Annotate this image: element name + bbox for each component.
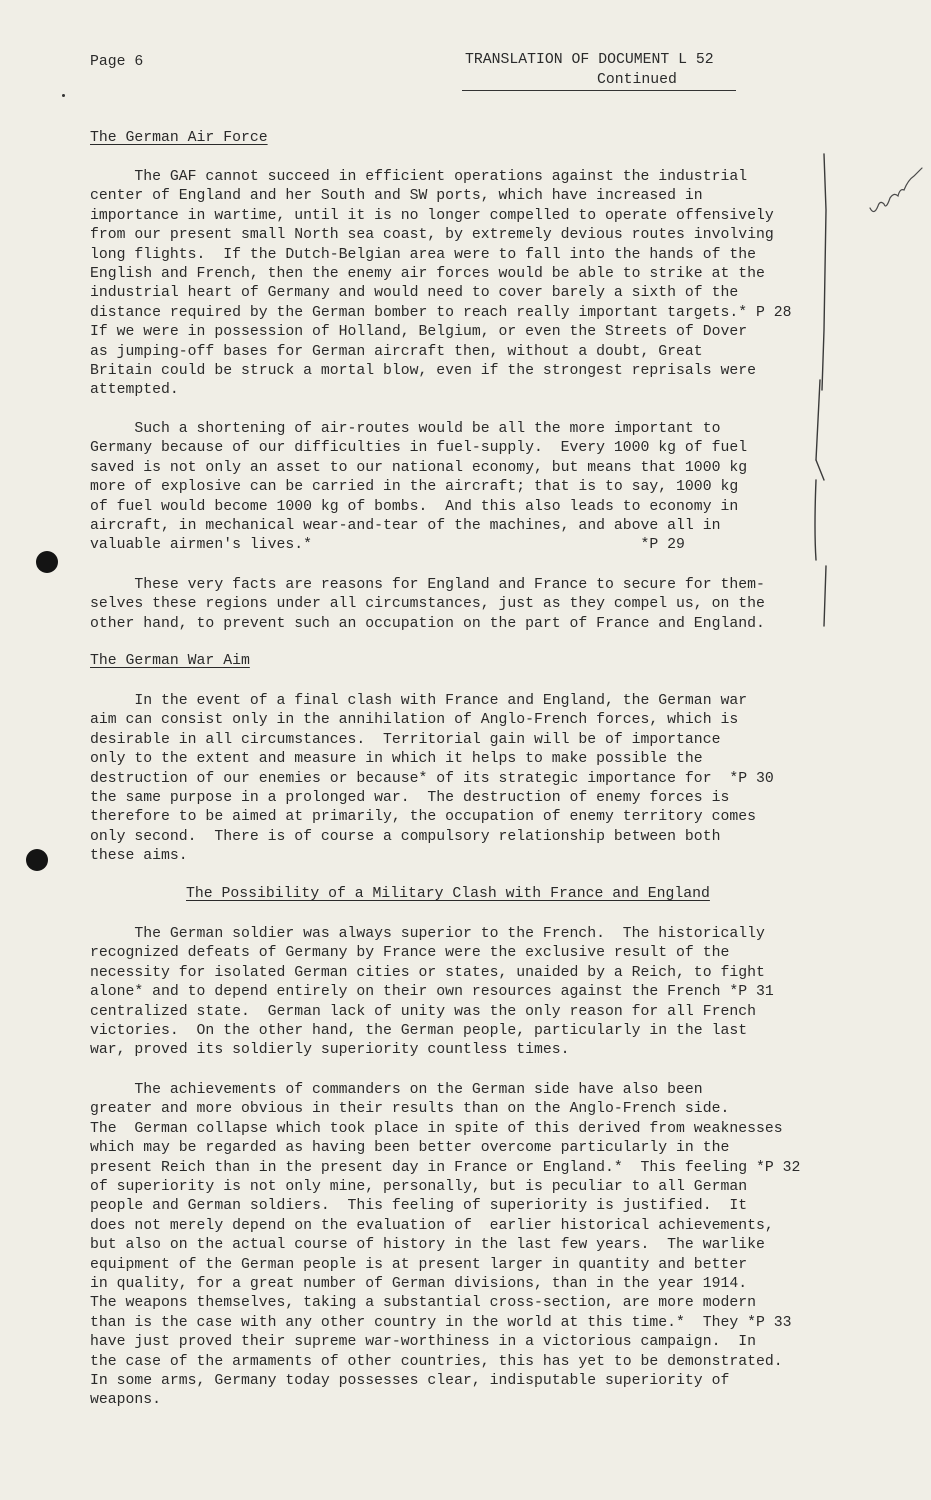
text-line: saved is not only an asset to our national economy, but means that 1000 kg xyxy=(90,459,748,476)
section-heading-air-force: The German Air Force xyxy=(90,130,268,146)
text-line: war, proved its soldierly superiority countless times. xyxy=(90,1042,570,1059)
text-line: Britain could be struck a mortal blow, even if the strongest reprisals were xyxy=(90,363,756,379)
text-line: greater and more obvious in their results than on the Anglo-French side. xyxy=(90,1101,730,1118)
text-line: distance required by the German bomber to reach really important targets.* P 28 xyxy=(90,304,792,321)
text-line: attempted. xyxy=(90,382,179,399)
text-line: recognized defeats of Germany by France were the exclusive result of the xyxy=(90,945,730,962)
text-line: of superiority is not only mine, personally, but is peculiar to all German xyxy=(90,1179,748,1195)
text-line: present Reich than in the present day in France or England.* This feeling *P 32 xyxy=(90,1159,801,1176)
text-line: center of England and her South and SW ports, which have increased in xyxy=(90,188,703,205)
continued-label: Continued xyxy=(597,72,677,88)
text-line: aim can consist only in the annihilation of Anglo-French forces, which is xyxy=(90,712,739,729)
text-line: The achievements of commanders on the German side have also been xyxy=(90,1082,703,1098)
text-line: valuable airmen's lives.* *P 29 xyxy=(90,537,685,554)
text-line: equipment of the German people is at present larger in quantity and better xyxy=(90,1256,748,1273)
text-line: In the event of a final clash with France and England, the German war xyxy=(90,693,748,709)
text-line: people and German soldiers. This feeling of superiority is justified. It xyxy=(90,1198,748,1215)
text-line: These very facts are reasons for England and France to secure for them- xyxy=(90,577,765,593)
text-line: but also on the actual course of history in the last few years. The warlike xyxy=(90,1237,765,1254)
text-line: more of explosive can be carried in the aircraft; that is to say, 1000 kg xyxy=(90,479,739,496)
text-line: other hand, to prevent such an occupation on the part of France and England. xyxy=(90,615,765,632)
text-line: aircraft, in mechanical wear-and-tear of the machines, and above all in xyxy=(90,518,721,534)
text-line: In some arms, Germany today possesses clear, indisputable superiority of xyxy=(90,1373,730,1389)
punch-hole xyxy=(36,551,58,573)
text-line: selves these regions under all circumstances, just as they compel us, on the xyxy=(90,596,765,613)
text-line: If we were in possession of Holland, Belgium, or even the Streets of Dover xyxy=(90,324,748,341)
text-line: long flights. If the Dutch-Belgian area were to fall into the hands of the xyxy=(90,246,756,263)
text-line: The GAF cannot succeed in efficient operations against the industrial xyxy=(90,169,748,185)
text-line: than is the case with any other country in the world at this time.* They *P 33 xyxy=(90,1314,792,1331)
section-heading-war-aim: The German War Aim xyxy=(90,653,250,669)
text-line: only to the extent and measure in which it helps to make possible the xyxy=(90,751,703,768)
text-line: Such a shortening of air-routes would be all the more important to xyxy=(90,421,721,437)
margin-pencil-marks xyxy=(800,150,931,650)
text-line: which may be regarded as having been better overcome particularly in the xyxy=(90,1140,730,1157)
text-line: necessity for isolated German cities or states, unaided by a Reich, to fight xyxy=(90,964,765,981)
text-line: as jumping-off bases for German aircraft then, without a doubt, Great xyxy=(90,343,703,360)
text-line: destruction of our enemies or because* of its strategic importance for *P 30 xyxy=(90,770,774,787)
text-line: weapons. xyxy=(90,1392,162,1409)
text-line: desirable in all circumstances. Territorial gain will be of importance xyxy=(90,731,721,748)
text-line: The German collapse which took place in spite of this derived from weaknesses xyxy=(90,1120,783,1137)
text-line: importance in wartime, until it is no longer compelled to operate offensively xyxy=(90,207,774,224)
document-title: TRANSLATION OF DOCUMENT L 52 xyxy=(465,52,714,68)
text-line: these aims. xyxy=(90,848,188,865)
text-line: in quality, for a great number of German divisions, than in the year 1914. xyxy=(90,1276,748,1292)
text-line: English and French, then the enemy air forces would be able to strike at the xyxy=(90,266,765,282)
text-line: centralized state. German lack of unity was the only reason for all French xyxy=(90,1003,756,1020)
page-number: Page 6 xyxy=(90,54,144,70)
text-line: the same purpose in a prolonged war. The destruction of enemy forces is xyxy=(90,790,730,806)
text-line: industrial heart of Germany and would need to cover barely a sixth of the xyxy=(90,285,739,302)
text-line: the case of the armaments of other countries, this has yet to be demonstrated. xyxy=(90,1353,783,1370)
text-line: only second. There is of course a compulsory relationship between both xyxy=(90,828,721,845)
text-line: victories. On the other hand, the German people, particularly in the last xyxy=(90,1023,748,1039)
punch-hole xyxy=(26,849,48,871)
text-line: have just proved their supreme war-worthiness in a victorious campaign. In xyxy=(90,1334,756,1351)
speck xyxy=(62,94,65,97)
text-line: does not merely depend on the evaluation of earlier historical achievements, xyxy=(90,1217,774,1234)
section-heading-military-clash: The Possibility of a Military Clash with France and England xyxy=(186,886,710,902)
text-line: alone* and to depend entirely on their own resources against the French *P 31 xyxy=(90,984,774,1001)
text-line: The weapons themselves, taking a substantial cross-section, are more modern xyxy=(90,1295,756,1312)
text-line: therefore to be aimed at primarily, the occupation of enemy territory comes xyxy=(90,809,756,826)
text-line: The German soldier was always superior to the French. The historically xyxy=(90,926,765,942)
text-line: from our present small North sea coast, by extremely devious routes involving xyxy=(90,227,774,244)
text-line: of fuel would become 1000 kg of bombs. And this also leads to economy in xyxy=(90,498,739,515)
text-line: Germany because of our difficulties in fuel-supply. Every 1000 kg of fuel xyxy=(90,440,748,457)
header-underline xyxy=(462,90,736,91)
